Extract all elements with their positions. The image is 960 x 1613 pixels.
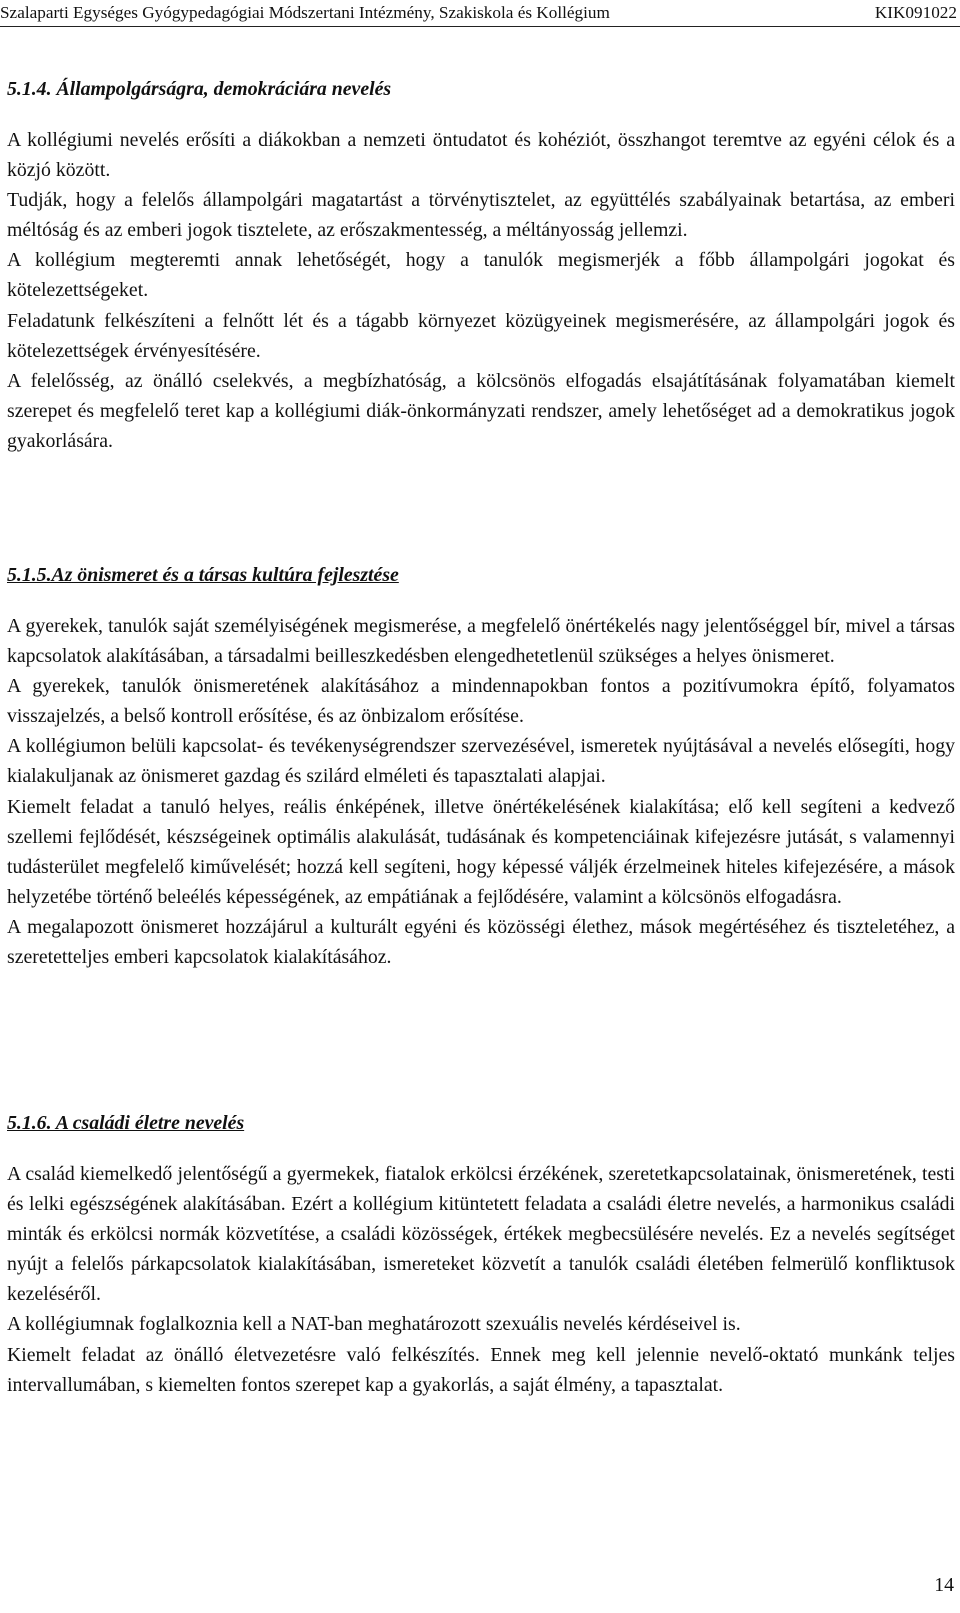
header-institution: Szalaparti Egységes Gyógypedagógiai Módszertani Intézmény, Szakiskola és Kollégium [0,3,610,22]
paragraph: A kollégiumnak foglalkoznia kell a NAT-ban meghatározott szexuális nevelés kérdéseivel is. [7,1313,741,1336]
paragraph: Feladatunk felkészíteni a felnőtt lét és a tágabb környezet közügyeinek megismerésére, az állampolgári jogok és kötelezettségek érvényesítésére. [7,309,955,362]
section-citizenship [7,74,955,456]
paragraph: A család kiemelkedő jelentőségű a gyermekek, fiatalok erkölcsi érzékének, szeretetkapcsolatainak, önismeretének, testi és lelki egészségének alakításában. Ezért a kollégium kitüntetett feladata a családi életre nevelés, a harmonikus családi minták és erkölcsi normák közvetítése, a családi közösségek, értékek megbecsülésére nevelés. Ez a nevelés segítséget nyújt a felelős párkapcsolatok kialakításában, ismereteket közvetít a tanulók családi életében felmerülő konfliktusok kezeléséről. [7,1163,955,1306]
paragraph: Tudják, hogy a felelős állampolgári magatartást a törvénytisztelet, az együttélés szabályainak betartása, az emberi méltóság és az emberi jogok tisztelete, az erőszakmentesség, a méltányosság jellemzi. [7,189,955,242]
paragraph: A felelősség, az önálló cselekvés, a megbízhatóság, a kölcsönös elfogadás elsajátításának folyamatában kiemelt szerepet és megfelelő teret kap a kollégiumi diák-önkormányzati rendszer, amely lehetőséget ad a demokratikus jogok gyakorlására. [7,369,955,452]
page-header [0,2,960,27]
section-heading: 5.1.5.Az önismeret és a társas kultúra fejlesztése [7,564,399,586]
header-document-code: KIK091022 [874,3,957,22]
section-self-knowledge [7,560,955,972]
paragraph: A gyerekek, tanulók önismeretének alakításához a mindennapokban fontos a pozitívumokra építő, folyamatos visszajelzés, a belső kontroll erősítése, és az önbizalom erősítése. [7,675,955,728]
paragraph: Kiemelt feladat az önálló életvezetésre való felkészítés. Ennek meg kell jelennie nevelő-oktató munkánk teljes intervallumában, s kiemelten fontos szerepet kap a gyakorlás, a saját élmény, a tapasztalat. [7,1343,955,1396]
page-number: 14 [934,1574,954,1596]
paragraph: A kollégiumon belüli kapcsolat- és tevékenységrendszer szervezésével, ismeretek nyújtásával a nevelés elősegíti, hogy kialakuljanak az önismeret gazdag és szilárd elméleti és tapasztalati alapjai. [7,735,955,788]
section-heading: 5.1.4. Állampolgárságra, demokráciára nevelés [7,78,392,100]
paragraph: A kollégiumi nevelés erősíti a diákokban a nemzeti öntudatot és kohéziót, összhangot teremtve az egyéni célok és a közjó között. [7,129,955,182]
paragraph: Kiemelt feladat a tanuló helyes, reális énképének, illetve önértékelésének kialakítása; elő kell segíteni a kedvező szellemi fejlődését, készségeinek optimális alakulását, tudásának és kompetenciáinak kifejezésre jutását, s valamennyi tudásterület megfelelő kiművelését; hozzá kell segíteni, hogy képessé váljék érzelmeinek hiteles kifejezésére, a mások helyzetébe történő beleélés képességének, az empátiának a fejlődésére, valamint a kölcsönös elfogadásra. [7,795,955,908]
paragraph: A megalapozott önismeret hozzájárul a kulturált egyéni és közösségi élethez, mások megértéséhez és tiszteletéhez, a szeretetteljes emberi kapcsolatok kialakításához. [7,915,955,969]
paragraph: A gyerekek, tanulók saját személyiségének megismerése, a megfelelő önértékelés nagy jelentőséggel bír, mivel a társas kapcsolatok alakításában, a társadalmi beilleszkedésben elengedhetetlenül szükséges a helyes önismeret. [7,615,955,668]
section-family-life [7,1108,955,1400]
paragraph: A kollégium megteremti annak lehetőségét, hogy a tanulók megismerjék a főbb állampolgári jogokat és kötelezettségeket. [7,249,955,302]
section-heading: 5.1.6. A családi életre nevelés [7,1112,245,1134]
